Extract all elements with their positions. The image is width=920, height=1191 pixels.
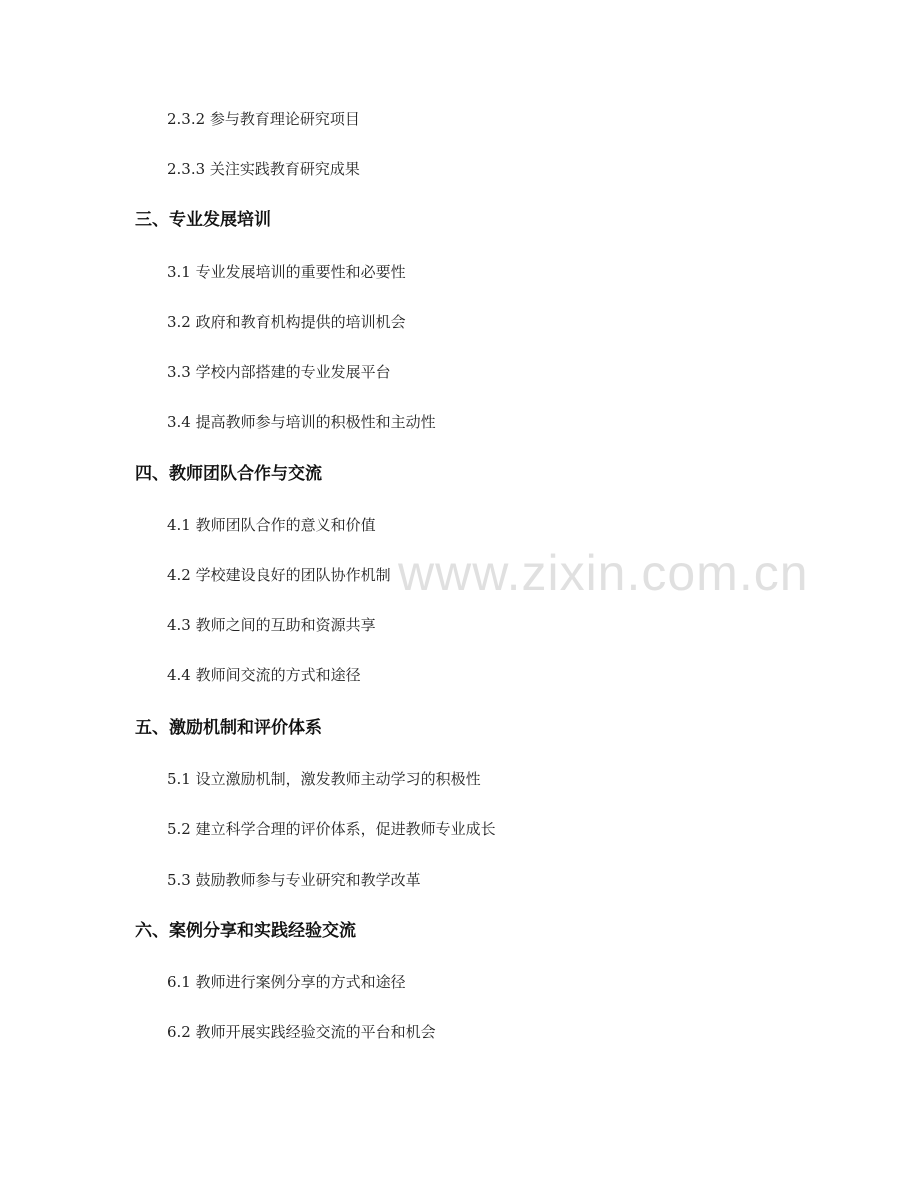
watermark-text: www.zixin.com.cn (398, 545, 809, 601)
section-heading-4: 四、教师团队合作与交流 (135, 464, 322, 484)
section-heading-5: 五、激励机制和评价体系 (135, 718, 322, 738)
section-heading-6: 六、案例分享和实践经验交流 (135, 921, 356, 941)
outline-item-3-2: 3.2 政府和教育机构提供的培训机会 (167, 313, 406, 331)
outline-item-4-4: 4.4 教师间交流的方式和途径 (167, 666, 361, 684)
outline-item-5-3: 5.3 鼓励教师参与专业研究和教学改革 (167, 871, 421, 889)
outline-item-4-3: 4.3 教师之间的互助和资源共享 (167, 616, 376, 634)
outline-item-5-1: 5.1 设立激励机制，激发教师主动学习的积极性 (167, 770, 481, 788)
outline-item-6-1: 6.1 教师进行案例分享的方式和途径 (167, 973, 406, 991)
outline-item-2-3-3: 2.3.3 关注实践教育研究成果 (167, 160, 360, 178)
outline-item-3-3: 3.3 学校内部搭建的专业发展平台 (167, 363, 391, 381)
outline-item-5-2: 5.2 建立科学合理的评价体系，促进教师专业成长 (167, 820, 496, 838)
outline-item-3-4: 3.4 提高教师参与培训的积极性和主动性 (167, 413, 436, 431)
outline-item-3-1: 3.1 专业发展培训的重要性和必要性 (167, 263, 406, 281)
outline-item-4-2: 4.2 学校建设良好的团队协作机制 (167, 566, 391, 584)
outline-item-4-1: 4.1 教师团队合作的意义和价值 (167, 516, 376, 534)
outline-item-2-3-2: 2.3.2 参与教育理论研究项目 (167, 110, 360, 128)
section-heading-3: 三、专业发展培训 (135, 210, 271, 230)
outline-item-6-2: 6.2 教师开展实践经验交流的平台和机会 (167, 1023, 436, 1041)
